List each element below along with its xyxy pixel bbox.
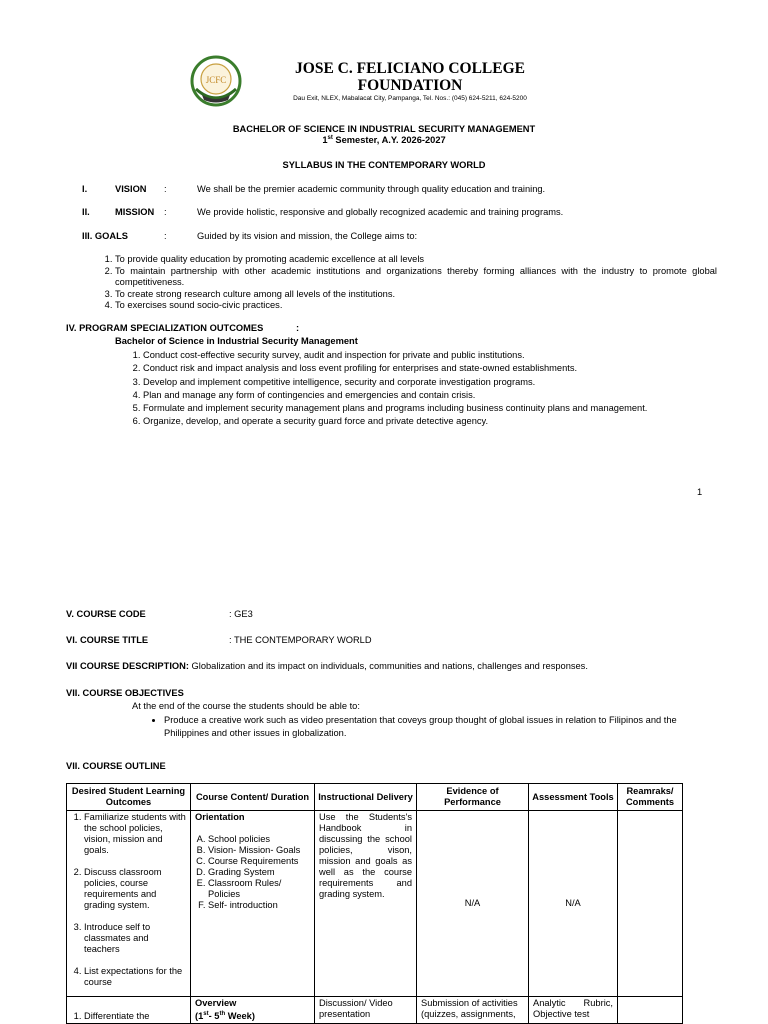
vision-number: I. <box>82 184 88 194</box>
course-outline-table <box>66 783 683 1024</box>
outcomes-cell <box>67 997 191 1024</box>
delivery-cell: Discussion/ Video presentation <box>315 997 417 1024</box>
program-title: BACHELOR OF SCIENCE IN INDUSTRIAL SECURITY MANAGEMENT <box>232 124 536 134</box>
course-title-value: : THE CONTEMPORARY WORLD <box>229 635 372 645</box>
semester-line: 1st Semester, A.Y. 2026-2027 <box>322 135 446 146</box>
list-item: C. Course Requirements <box>208 856 310 867</box>
column-header: Evidence of Performance <box>417 784 529 811</box>
objectives-list <box>150 714 709 740</box>
week-range: (1st- 5th Week) <box>195 1011 255 1022</box>
objectives-label: VII. COURSE OBJECTIVES <box>66 688 184 698</box>
delivery-cell: Use the Students's Handbook in discussing the school policies, vison, mission and goals as well as the course requirements and grading system. <box>315 811 417 997</box>
page-number: 1 <box>697 487 703 497</box>
list-item: 3. Introduce self to classmates and teachers <box>84 922 186 955</box>
course-title-label: VI. COURSE TITLE <box>66 635 149 645</box>
mission-label: MISSION <box>115 207 155 217</box>
outcomes-colon: : <box>296 323 300 333</box>
mission-text: We provide holistic, responsive and globally recognized academic and training programs. <box>197 207 564 217</box>
list-item: 4. Plan and manage any form of contingencies and emergencies and contain crisis. <box>143 389 723 402</box>
remarks-cell <box>618 811 683 997</box>
content-title: Overview <box>195 998 237 1008</box>
mission-number: II. <box>82 207 90 217</box>
column-header: Instructional Delivery <box>315 784 417 811</box>
content-cell <box>191 997 315 1024</box>
list-item: D. Grading System <box>208 867 310 878</box>
assessment-cell: N/A <box>529 811 618 997</box>
outcomes-program: Bachelor of Science in Industrial Security Management <box>115 336 358 346</box>
outline-label: VII. COURSE OUTLINE <box>66 761 166 771</box>
list-item: E. Classroom Rules/ Policies <box>208 878 310 900</box>
list-item: 1. Conduct cost-effective security survey, audit and inspection for private and public institutions. <box>143 349 723 362</box>
column-header: Course Content/ Duration <box>191 784 315 811</box>
list-item: • Produce a creative work such as video presentation that coveys group thought of global issues in relation to Filipinos and the Philippines and other issues in globalization. <box>164 714 709 740</box>
address-overflow <box>270 104 550 107</box>
list-item: 2. Conduct risk and impact analysis and loss event profiling for enterprises and state-owned establishments. <box>143 362 723 375</box>
college-seal-logo <box>190 55 242 107</box>
table-row <box>67 811 683 997</box>
table-row <box>67 997 683 1024</box>
college-name <box>270 60 550 94</box>
vision-colon: : <box>164 184 167 194</box>
list-item: B. Vision- Mission- Goals <box>208 845 310 856</box>
evidence-cell: Submission of activities (quizzes, assignments, <box>417 997 529 1024</box>
goals-list <box>100 254 717 312</box>
table-header-row <box>67 784 683 811</box>
vision-label: VISION <box>115 184 147 194</box>
logo-lettering: JCFC <box>205 75 227 85</box>
column-header: Assessment Tools <box>529 784 618 811</box>
list-item: 6. Organize, develop, and operate a security guard force and private detective agency. <box>143 415 723 428</box>
list-item: 2. To maintain partnership with other academic institutions and organizations thereby forming alliances with the industry to promote global competitiveness. <box>115 266 717 289</box>
list-item: 2. Discuss classroom policies, course requirements and grading system. <box>84 867 186 911</box>
list-item: 1. To provide quality education by promoting academic excellence at all levels <box>115 254 717 266</box>
list-item: 1. Familiarize students with the school policies, vision, mission and goals. <box>84 812 186 856</box>
objectives-intro: At the end of the course the students should be able to: <box>132 701 360 711</box>
outcomes-cell <box>67 811 191 997</box>
remarks-cell <box>618 997 683 1024</box>
list-item: 1. Differentiate the <box>84 1011 186 1022</box>
list-item: 4. List expectations for the course <box>84 966 186 988</box>
goals-colon: : <box>164 231 167 241</box>
list-item: 3. Develop and implement competitive intelligence, security and corporate investigation programs. <box>143 376 723 389</box>
evidence-cell: N/A <box>417 811 529 997</box>
content-title: Orientation <box>195 812 245 822</box>
list-item: A. School policies <box>208 834 310 845</box>
list-item: 5. Formulate and implement security management plans and programs including business continuity plans and management. <box>143 402 723 415</box>
goals-text: Guided by its vision and mission, the College aims to: <box>197 231 418 241</box>
list-item: 3. To create strong research culture among all levels of the institutions. <box>115 289 717 301</box>
outcomes-list <box>128 349 723 429</box>
assessment-cell: Analytic Rubric, Objective test <box>529 997 618 1024</box>
goals-label: III. GOALS <box>82 231 128 241</box>
course-description: VII COURSE DESCRIPTION: Globalization and its impact on individuals, communities and nations, challenges and responses. <box>66 661 588 671</box>
college-name-line2: FOUNDATION <box>357 77 463 94</box>
column-header: Reamraks/ Comments <box>618 784 683 811</box>
course-code-label: V. COURSE CODE <box>66 609 146 619</box>
list-item: F. Self- introduction <box>208 900 310 911</box>
mission-colon: : <box>164 207 167 217</box>
outcomes-label: IV. PROGRAM SPECIALIZATION OUTCOMES <box>66 323 264 333</box>
college-address: Dau Exit, NLEX, Mabalacat City, Pampanga, Tel. Nos.: (045) 624-5211, 624-5200 <box>293 95 527 102</box>
content-cell <box>191 811 315 997</box>
column-header: Desired Student Learning Outcomes <box>67 784 191 811</box>
course-code-value: : GE3 <box>229 609 253 619</box>
vision-text: We shall be the premier academic community through quality education and training. <box>197 184 546 194</box>
list-item: 4. To exercises sound socio-civic practices. <box>115 300 717 312</box>
syllabus-title: SYLLABUS IN THE CONTEMPORARY WORLD <box>282 160 486 170</box>
college-name-line1: JOSE C. FELICIANO COLLEGE <box>295 60 525 77</box>
